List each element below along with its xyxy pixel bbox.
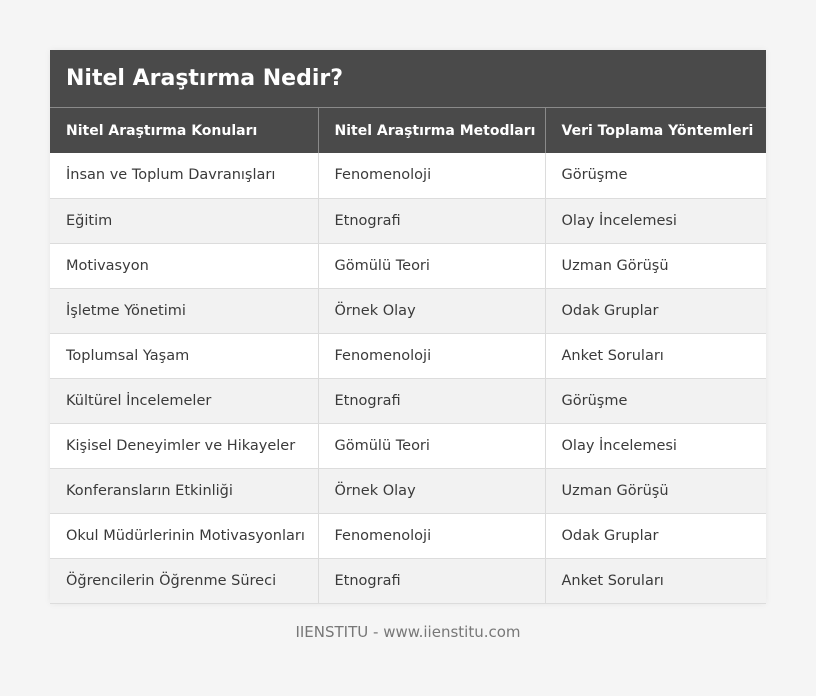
cell-topic: Okul Müdürlerinin Motivasyonları [50, 513, 318, 558]
cell-method: Örnek Olay [318, 288, 545, 333]
cell-topic: Motivasyon [50, 243, 318, 288]
cell-method: Etnografi [318, 378, 545, 423]
table-row [50, 378, 766, 423]
column-header-data-collection: Veri Toplama Yöntemleri [545, 108, 766, 153]
data-table [50, 108, 766, 604]
cell-data-collection: Olay İncelemesi [545, 198, 766, 243]
cell-topic: Eğitim [50, 198, 318, 243]
cell-method: Fenomenoloji [318, 513, 545, 558]
cell-method: Fenomenoloji [318, 333, 545, 378]
table-row [50, 153, 766, 198]
cell-topic: İnsan ve Toplum Davranışları [50, 153, 318, 198]
cell-method: Etnografi [318, 198, 545, 243]
cell-data-collection: Uzman Görüşü [545, 468, 766, 513]
footer-credit: IIENSTITU - www.iienstitu.com [295, 623, 521, 641]
cell-data-collection: Uzman Görüşü [545, 243, 766, 288]
table-row [50, 558, 766, 603]
cell-data-collection: Anket Soruları [545, 558, 766, 603]
column-header-methods: Nitel Araştırma Metodları [318, 108, 545, 153]
cell-topic: Kültürel İncelemeler [50, 378, 318, 423]
table-card [50, 50, 766, 604]
cell-data-collection: Görüşme [545, 378, 766, 423]
cell-data-collection: Anket Soruları [545, 333, 766, 378]
column-header-topics: Nitel Araştırma Konuları [50, 108, 318, 153]
cell-topic: Toplumsal Yaşam [50, 333, 318, 378]
cell-topic: İşletme Yönetimi [50, 288, 318, 333]
cell-data-collection: Odak Gruplar [545, 288, 766, 333]
table-row [50, 423, 766, 468]
table-row [50, 468, 766, 513]
cell-method: Örnek Olay [318, 468, 545, 513]
table-title: Nitel Araştırma Nedir? [50, 50, 766, 108]
cell-topic: Öğrencilerin Öğrenme Süreci [50, 558, 318, 603]
table-row [50, 198, 766, 243]
cell-method: Fenomenoloji [318, 153, 545, 198]
cell-topic: Konferansların Etkinliği [50, 468, 318, 513]
cell-method: Etnografi [318, 558, 545, 603]
table-row [50, 513, 766, 558]
cell-data-collection: Olay İncelemesi [545, 423, 766, 468]
cell-topic: Kişisel Deneyimler ve Hikayeler [50, 423, 318, 468]
header-row [50, 108, 766, 153]
table-row [50, 288, 766, 333]
cell-data-collection: Odak Gruplar [545, 513, 766, 558]
cell-method: Gömülü Teori [318, 423, 545, 468]
cell-method: Gömülü Teori [318, 243, 545, 288]
cell-data-collection: Görüşme [545, 153, 766, 198]
table-row [50, 243, 766, 288]
table-row [50, 333, 766, 378]
